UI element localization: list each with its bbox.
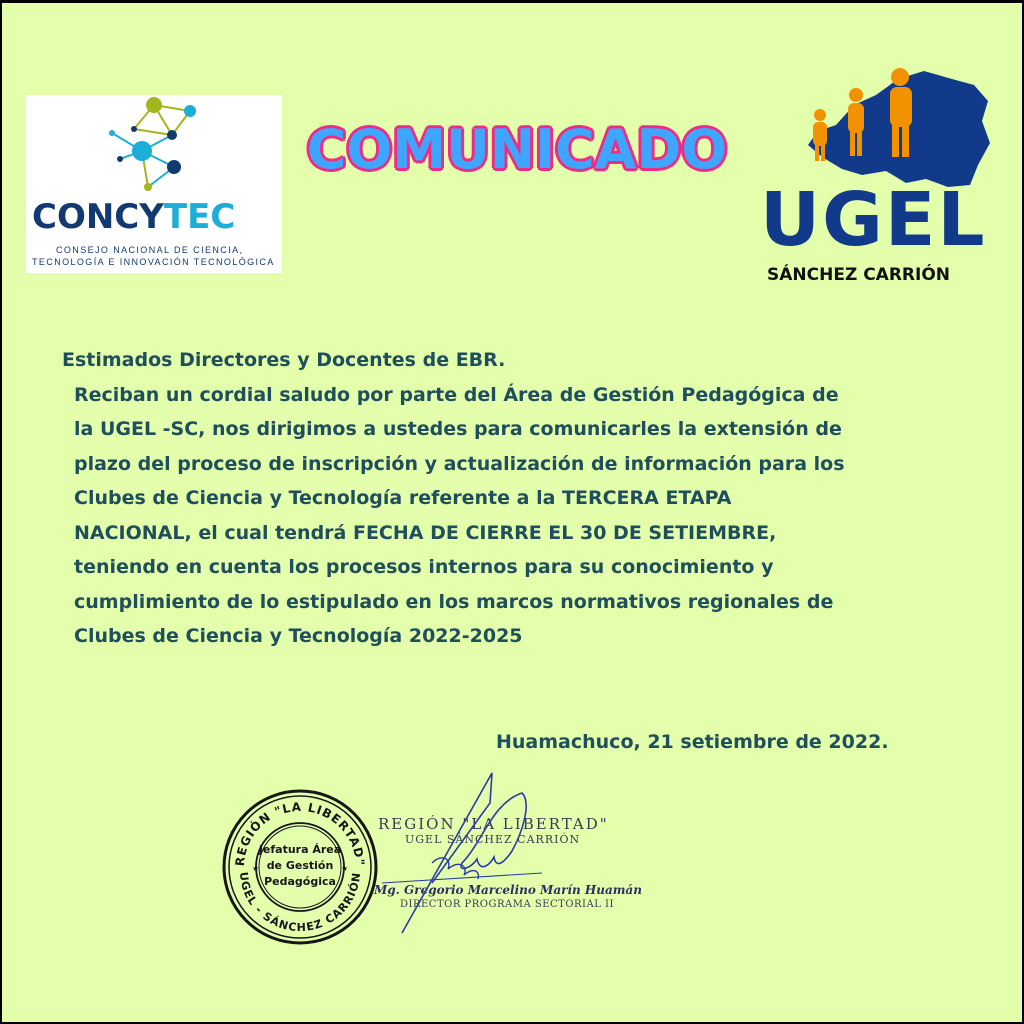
body-line: Clubes de Ciencia y Tecnología 2022-2025 <box>74 625 523 647</box>
greeting: Estimados Directores y Docentes de EBR. <box>62 349 506 371</box>
svg-text:de Gestión: de Gestión <box>266 859 334 872</box>
svg-text:UGEL - SÁNCHEZ CARRIÓN: UGEL - SÁNCHEZ CARRIÓN <box>236 871 364 935</box>
signature-ugel: UGEL SÁNCHEZ CARRIÓN <box>405 833 581 846</box>
body-line: la UGEL -SC, nos dirigimos a ustedes para comunicarles la extensión de <box>74 418 842 440</box>
svg-text:Pedagógica: Pedagógica <box>264 875 336 888</box>
official-seal-stamp <box>220 787 380 947</box>
body-line: plazo del proceso de inscripción y actualización de información para los <box>74 452 845 475</box>
svg-text:★: ★ <box>341 864 349 873</box>
body-line: Clubes de Ciencia y Tecnología referente a la TERCERA ETAPA <box>74 487 732 509</box>
ugel-logo <box>752 65 1002 295</box>
body-line: teniendo en cuenta los procesos internos para su conocimiento y <box>74 556 774 578</box>
body-line: Reciban un cordial saludo por parte del Área de Gestión Pedagógica de <box>74 383 839 406</box>
region-map-family-icon <box>802 65 1002 195</box>
body-line: cumplimiento de lo estipulado en los marcos normativos regionales de <box>74 590 834 613</box>
body-line: NACIONAL, el cual tendrá FECHA DE CIERRE EL 30 DE SETIEMBRE, <box>74 521 777 544</box>
svg-text:★: ★ <box>252 864 260 873</box>
page-title: COMUNICADO <box>306 118 728 181</box>
ugel-wordmark: UGEL <box>760 177 987 263</box>
molecule-network-icon <box>102 95 202 195</box>
concytec-logo <box>26 95 282 273</box>
concytec-word-part1: CONCY <box>32 197 164 237</box>
message-body <box>62 343 962 654</box>
handwritten-signature <box>372 763 552 943</box>
concytec-word-part2: TEC <box>163 197 236 237</box>
communique-page <box>2 3 1022 1022</box>
concytec-subtitle-line2: TECNOLOGÍA E INNOVACIÓN TECNOLÓGICA <box>32 257 275 267</box>
signer-title: DIRECTOR PROGRAMA SECTORIAL II <box>400 899 614 910</box>
concytec-subtitle-line1: CONSEJO NACIONAL DE CIENCIA, <box>56 245 244 255</box>
signer-name: Mg. Gregorio Marcelino Marín Huamán <box>374 883 642 897</box>
concytec-wordmark <box>32 197 235 237</box>
signature-region: REGIÓN "LA LIBERTAD" <box>378 815 609 833</box>
svg-text:REGIÓN "LA LIBERTAD": REGIÓN "LA LIBERTAD" <box>232 799 368 867</box>
place-and-date: Huamachuco, 21 setiembre de 2022. <box>496 731 889 753</box>
svg-text:Jefatura Área: Jefatura Área <box>258 843 342 856</box>
ugel-subtitle: SÁNCHEZ CARRIÓN <box>767 265 951 285</box>
